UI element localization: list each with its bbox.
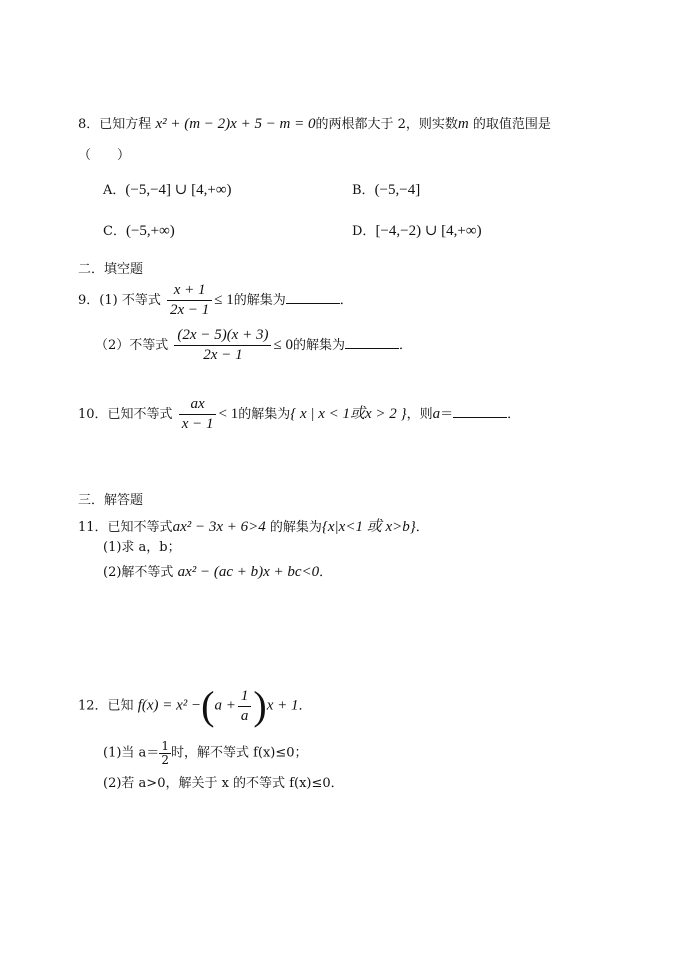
q12-stem [78, 683, 312, 728]
q11-set: {x|x<1 或 x>b} [321, 519, 416, 535]
q10-fraction [179, 395, 217, 434]
q9-part1-fraction [167, 281, 212, 320]
q12-prefix: 已知 [107, 698, 134, 714]
q11-part2 [103, 563, 332, 581]
q10-var: a [432, 405, 441, 422]
q11-inequality: ax² − 3x + 6>4 [172, 519, 266, 535]
q12-inner-a: a + [214, 697, 236, 714]
left-paren: ( [201, 683, 215, 728]
fraction-numerator: ax [179, 395, 217, 415]
q11-part2-prefix: (2)解不等式 [103, 565, 178, 580]
q8-paren: （ ） [78, 148, 131, 163]
q12-part2: (2)若 a>0，解关于 x 的不等式 f(x)≤0． [103, 776, 344, 791]
q12-part1-prefix: (1)当 a＝ [103, 745, 160, 761]
q8-suffix: 的取值范围是 [468, 117, 551, 132]
q10-end: ． [507, 406, 521, 422]
q10-suffix: ，则 [406, 406, 433, 422]
option-value: [−4,−2) ∪ [4,+∞) [375, 223, 482, 239]
q9-part1-relation: ≤ 1 [214, 291, 234, 308]
q8-option-c [103, 222, 175, 240]
q11-middle: 的解集为 [265, 520, 322, 535]
q9-part2-relation: ≤ 0 [273, 336, 293, 353]
q11-part2-expr: ax² − (ac + b)x + bc<0 [177, 564, 320, 580]
q9-part2-label: （2）不等式 [95, 337, 169, 353]
q9-part2-fraction [174, 326, 271, 365]
q9-part2 [95, 326, 412, 365]
q12-inner-fraction [238, 687, 252, 726]
q8-option-b [352, 181, 420, 199]
fraction-denominator: 2 [161, 752, 169, 767]
q11-stem [78, 518, 429, 536]
q11-number: 11． [78, 520, 108, 535]
fraction-numerator: 1 [238, 687, 252, 707]
q8-option-d [352, 222, 482, 240]
q8-option-a [103, 181, 232, 199]
q12-fx: f(x) = x² − [137, 697, 202, 714]
q11-end: ． [415, 520, 429, 535]
q10-relation: < 1 [218, 405, 239, 422]
option-label: C． [103, 224, 126, 239]
q9-part1-label: (1) 不等式 [99, 292, 161, 308]
q10-prefix: 已知不等式 [107, 406, 173, 422]
q10-middle: 的解集为 [238, 406, 291, 422]
fraction-numerator: 1 [161, 739, 169, 753]
option-label: B． [352, 183, 375, 198]
q9-part1-end: ． [339, 292, 353, 308]
q8-number: 8． [78, 117, 100, 132]
section-fill-in-title: 二．填空题 [78, 262, 144, 277]
fraction-denominator: 2x − 1 [169, 301, 210, 318]
q12-part1-suffix: 时，解不等式 f(x)≤0； [170, 745, 308, 761]
option-label: A． [103, 183, 126, 198]
answer-blank[interactable] [345, 336, 399, 349]
section-solve-title: 三．解答题 [78, 493, 144, 508]
q10-stem [78, 395, 520, 434]
q8-equation: x² + (m − 2)x + 5 − m = 0 [155, 116, 316, 132]
q10-set: { x | x < 1或x > 2 } [290, 405, 407, 422]
q11-part2-end: ． [319, 565, 333, 580]
q9-part1-suffix: 的解集为 [233, 292, 286, 308]
fraction-numerator: x + 1 [167, 281, 212, 301]
q12-part1-fraction [159, 740, 171, 766]
q11-text: 已知不等式 [107, 520, 173, 535]
q9-part1 [78, 281, 353, 320]
fraction-denominator: x − 1 [181, 415, 214, 432]
q9-part2-suffix: 的解集为 [292, 337, 345, 353]
q10-number: 10． [78, 406, 108, 422]
q11-part1: (1)求 a，b； [103, 540, 181, 555]
fraction-denominator: 2x − 1 [203, 346, 243, 363]
q8-prefix: 已知方程 [99, 117, 152, 132]
q8-var: m [457, 116, 469, 132]
q9-part2-end: ． [398, 337, 412, 353]
right-paren: ) [253, 683, 267, 728]
option-label: D． [352, 224, 376, 239]
answer-blank[interactable] [453, 405, 507, 418]
q10-eq: ＝ [440, 406, 454, 422]
q8-middle: 的两根都大于 2，则实数 [315, 117, 458, 132]
q12-end: ． [298, 698, 312, 714]
q9-number: 9． [78, 292, 100, 308]
q12-number: 12． [78, 698, 108, 714]
q12-tail: x + 1 [266, 697, 299, 714]
q8-stem [78, 115, 551, 133]
q12-part1 [103, 740, 308, 766]
option-value: (−5,+∞) [125, 223, 175, 239]
answer-blank[interactable] [286, 291, 340, 304]
option-value: (−5,−4] [374, 182, 421, 198]
fraction-denominator: a [240, 707, 249, 724]
fraction-numerator: (2x − 5)(x + 3) [174, 326, 271, 346]
option-value: (−5,−4] ∪ [4,+∞) [125, 182, 232, 198]
